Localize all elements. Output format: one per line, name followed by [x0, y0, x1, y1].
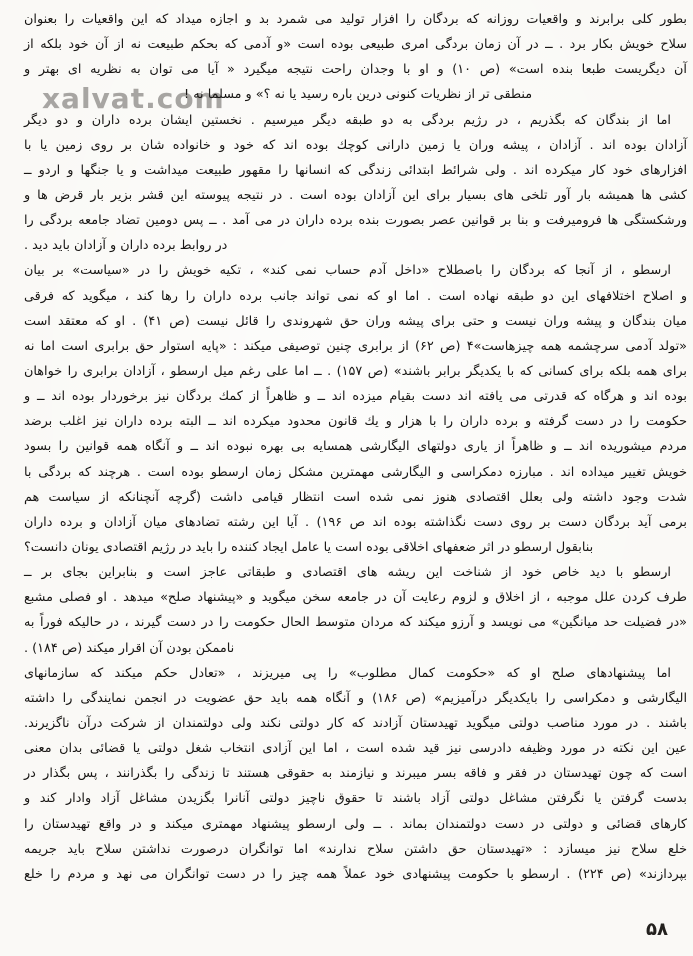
- text-line: براى همه بلكه براى كسانى كه با يكديگر برابر باشند» (ص ۱۵۷) . ــ اما على رغم ميل ارسطو ، آزادان برابرى را خواهان: [24, 363, 687, 379]
- text-line: ميان بندگان و پيشه وران نيست و حتى براى پيشه وران حق شهروندى را قائل نيست (ص ۴۱) . او كه معتقد است: [24, 313, 687, 329]
- text-line: و اصلاح اختلافهاى اين دو طبقه نهاده است . اما او كه نمى تواند جانب برده داران را رها كند ، ميگويد كه فرقى: [24, 288, 687, 304]
- text-line: ارسطو ، از آنجا كه بردگان را باصطلاح «داخل آدم حساب نمى كند» ، تكيه خويش را در «سياست» بر بيان: [24, 263, 671, 279]
- text-line: ارسطو با ديد خاص خود از شناخت اين ريشه هاى اقتصادى و طبقاتى عاجز است و بنابراين بجاى بر ــ: [24, 565, 671, 581]
- text-line: كشى ها هميشه بار آور تلخى هاى بسيار براى اين آزادان بوده است . در نتيجه پيوسته اين قشر بزير بار قرض ها و: [24, 187, 687, 203]
- text-line: آن ديگريست طبعا بنده است» (ص ۱۰) و او با وجدان راحت نتيجه ميگيرد « آيا مى توان به نظريه اى بهتر و: [24, 62, 687, 78]
- text-line: «در فضيلت حد ميانگين» مى نويسد و آرزو ميكند كه مردان متوسط الحال حكومت را در دست گيرند ، در حاليكه فوراً به: [24, 615, 687, 631]
- text-line: در روابط برده داران و آزادان بايد ديد .: [24, 238, 228, 254]
- text-line: حكومت را در دست گرفته و برده داران را با هزار و يك قانون محدود ميكرده اند ــ البته برده داران نيز اغلب برضد: [24, 414, 687, 430]
- text-line: اما از بندگان كه بگذريم ، در رژيم بردگى به دو طبقه ديگر ميرسيم . نخستين ايشان برده داران و دو ديگر: [24, 112, 671, 128]
- text-line: كارهاى قضائى و دولتى در دست دولتمندان بماند . ــ ولى ارسطو پيشنهاد مهمترى ميكند و در واقع تهيدستان را: [24, 816, 687, 832]
- text-line: خلع سلاح نيز ميسازد : «تهيدستان حق داشتن سلاح ندارند» اما توانگران درصورت نداشتن سلاح بايد جريمه: [24, 841, 687, 857]
- text-line: برمى آيد بردگان دست بر روى دست نگذاشته بوده اند ص ۱۹۶) . آيا اين رشته تضادهاى ميان آزادان و برده داران: [24, 514, 687, 530]
- text-line: طرف كردن علل موجبه ، از اخلاق و لزوم رعايت آن در جامعه سخن ميگويد و «پيشنهاد صلح» ميدهد . او فصلى مشبع: [24, 590, 687, 606]
- text-line: ناممكن بودن آن اقرار ميكند (ص ۱۸۴) .: [24, 640, 235, 656]
- text-line: است كه چون تهيدستان در فقر و فاقه بسر ميبرند و نيازمند به حقوقى هستند تا زندگى را بگذرانند ، پس بگذار در: [24, 766, 687, 782]
- text-line: ورشكستگى ها فروميرفت و بنا بر قوانين عصر بصورت بنده برده داران در مى آمد . ــ پس دومين تضاد جامعه بردگى را: [24, 213, 687, 229]
- text-line: عين اين نكته در مورد وظيفه دادرسى نيز قيد شده است ، اما اين آزادى انتخاب شغل دولتى يا قضائى بدان معنى: [24, 741, 687, 757]
- text-line: بطور كلى برابرند و واقعيات روزانه كه بردگان را افزار توليد مى شمرد بد و اجازه ميداد كه اين واقعيات را بعنوان: [24, 12, 687, 27]
- text-line: مردم ميشوريده اند ــ و ظاهراً از يارى دولتهاى اليگارشى همسايه بى بهره نبوده اند ــ و آنگاه همه قوانين را بسود: [24, 439, 687, 455]
- text-line: بوده اند و هرگاه كه قدرتى مى يافته اند دست بقيام ميزده اند ــ و ظاهراً از كمك بردگان نيز برخوردار بوده اند ــ و: [24, 389, 687, 405]
- body-text: [24, 7, 687, 887]
- text-line: منطقى تر از نظريات كنونى درين باره رسيد يا نه ؟» و مسلما نه !: [184, 87, 533, 103]
- watermark: xalvat.com: [42, 82, 225, 115]
- text-line: بپردازند» (ص ۲۲۴) . ارسطو با حكومت پيشنهادى خود عملاً همه چيز را در دست توانگران مى نهد و مردم را خلع: [24, 866, 687, 882]
- page-number: ۵۸: [646, 919, 668, 940]
- text-line: بدست گرفتن يا نگرفتن مشاغل دولتى آزاد باشند تا حقوق ناچيز دولتى آنانرا بگزيدن مشاغل آزاد وادار كند و: [24, 791, 687, 807]
- text-line: افزارهاى خود كار ميكرده اند . ولى شرائط ابتدائى زندگى كه انسانها را مقهور طبيعت ميداشت و يا جنگها و اردو ــ: [24, 162, 687, 178]
- text-line: «تولد آدمى سرچشمه همه چيزهاست»۴ (ص ۶۲) از برابرى چنين توصيفى ميكند : «پايه استوار حق برابرى است اما نه: [24, 338, 688, 354]
- text-line: اليگارشى و دمكراسى را بايكديگر درآميزيم» (ص ۱۸۶) و آنگاه همه بايد حق عضويت در انجمن نمايندگى را داشته: [24, 690, 687, 706]
- text-line: آزادان بوده اند . آزادان ، پيشه وران يا زمين دارانى كوچك بوده اند كه خود و خانواده شان بر روى زمين يا با: [24, 137, 687, 153]
- text-line: خويش تغيير ميداده اند . مبارزه دمكراسى و اليگارشى مهمترين مشكل زمان ارسطو بوده است . هرچند كه بردگى با: [24, 464, 687, 480]
- text-line: بنابقول ارسطو در اثر ضعفهاى اخلاقى بوده است يا عامل ايجاد كننده را بايد در رژيم اقتصادى يونان دانست؟: [24, 539, 594, 555]
- text-line: سلاح خويش بكار برد . ــ در آن زمان بردگى امرى طبيعى بوده است «و آدمى كه بحكم طبيعت نه از آن خود بلكه از: [24, 37, 687, 53]
- text-line: اما پيشنهادهاى صلح او كه «حكومت كمال مطلوب» را پى ميريزند ، «تعادل حكم ميكند كه سازمانهاى: [24, 665, 671, 681]
- text-line: شدت وجود داشته ولى بعلل اقتصادى هنوز نمى شده است انتظار قيامى داشت (گرچه آنچنانكه از سياست هم: [24, 489, 687, 505]
- text-line: باشند . در مورد مناصب دولتى ميگويد تهيدستان آزادند كه كار دولتى نكند ولى دولتمندان از شركت درآن ناگزيرند.: [24, 715, 687, 731]
